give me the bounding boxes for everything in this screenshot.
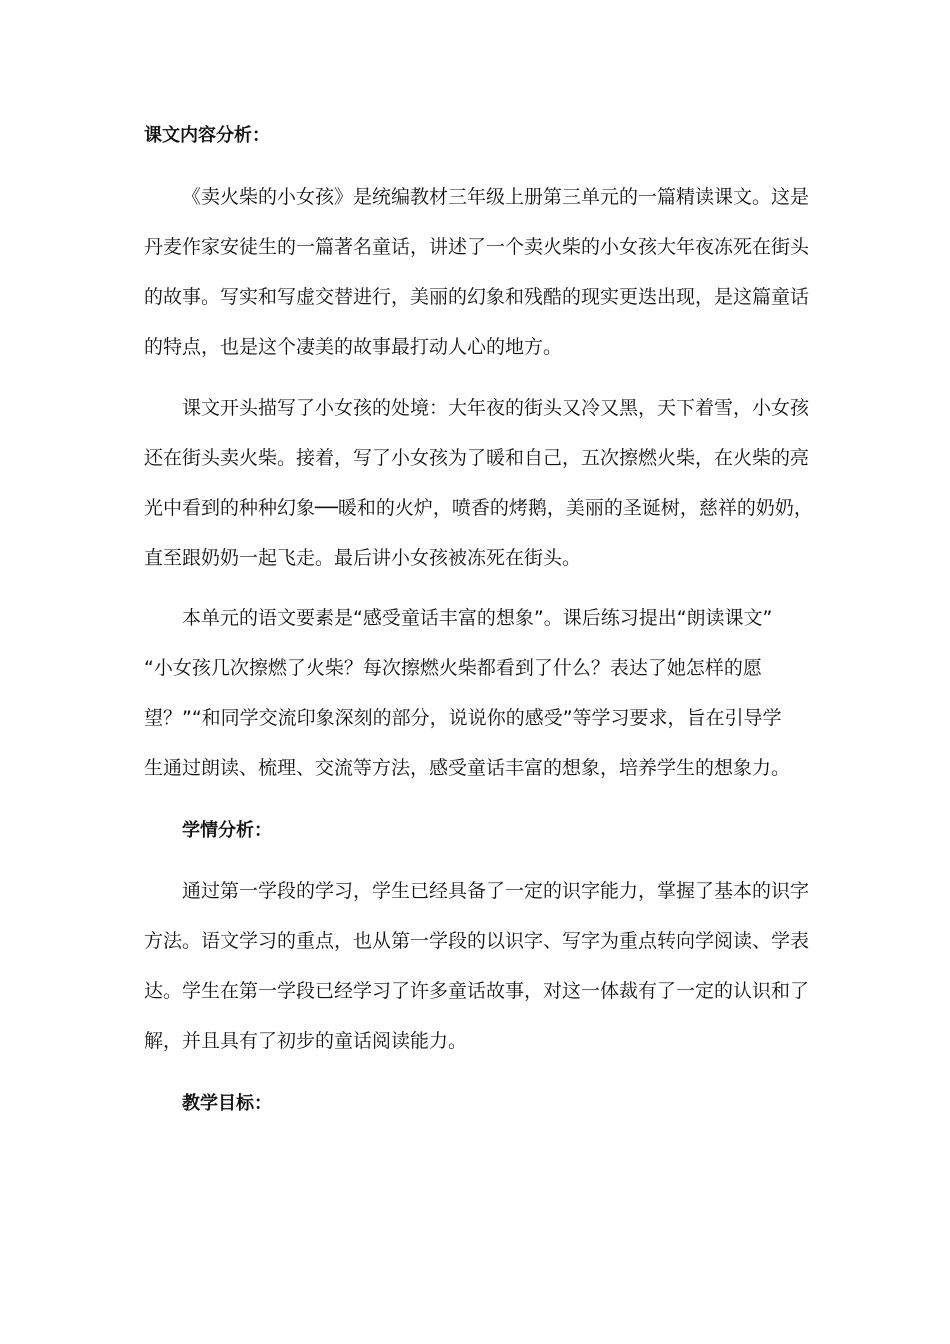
- paragraph-line: 课文开头描写了小女孩的处境：大年夜的街头又冷又黑，天下着雪，小女孩: [182, 397, 810, 419]
- paragraph-line: 的特点，也是这个凄美的故事最打动人心的地方。: [144, 336, 563, 358]
- paragraph-line: 通过第一学段的学习，学生已经具备了一定的识字能力，掌握了基本的识字: [182, 880, 810, 902]
- section-heading-teaching-goals: 教学目标：: [182, 1093, 272, 1114]
- paragraph-line: 丹麦作家安徒生的一篇著名童话，讲述了一个卖火柴的小女孩大年夜冻死在街头: [144, 236, 810, 258]
- paragraph-line: 方法。语文学习的重点，也从第一学段的以识字、写字为重点转向学阅读、学表: [144, 930, 810, 952]
- paragraph-line: 光中看到的种种幻象──暖和的火炉，喷香的烤鹅，美丽的圣诞树，慈祥的奶奶，: [144, 497, 813, 519]
- paragraph-line: 解，并且具有了初步的童话阅读能力。: [144, 1030, 468, 1052]
- paragraph-line: 还在街头卖火柴。接着，写了小女孩为了暖和自己，五次擦燃火柴，在火柴的亮: [144, 447, 810, 469]
- paragraph-line: 生通过朗读、梳理、交流等方法，感受童话丰富的想象，培养学生的想象力。: [144, 757, 791, 779]
- paragraph-line: 本单元的语文要素是“感受童话丰富的想象”。课后练习提出“朗读课文”: [182, 607, 773, 629]
- paragraph-line: “小女孩几次擦燃了火柴？每次擦燃火柴都看到了什么？表达了她怎样的愿: [144, 657, 762, 679]
- section-heading-content-analysis: 课文内容分析：: [144, 125, 270, 146]
- section-heading-student-analysis: 学情分析：: [182, 820, 272, 841]
- paragraph-line: 的故事。写实和写虚交替进行，美丽的幻象和残酷的现实更迭出现，是这篇童话: [144, 286, 810, 308]
- paragraph-line: 直至跟奶奶一起飞走。最后讲小女孩被冻死在街头。: [144, 547, 582, 569]
- paragraph-line: 望？”“和同学交流印象深刻的部分，说说你的感受”等学习要求，旨在引导学: [144, 707, 782, 729]
- paragraph-line: 达。学生在第一学段已经学习了许多童话故事，对这一体裁有了一定的认识和了: [144, 980, 810, 1002]
- paragraph-line: 《卖火柴的小女孩》是统编教材三年级上册第三单元的一篇精读课文。这是: [182, 186, 810, 208]
